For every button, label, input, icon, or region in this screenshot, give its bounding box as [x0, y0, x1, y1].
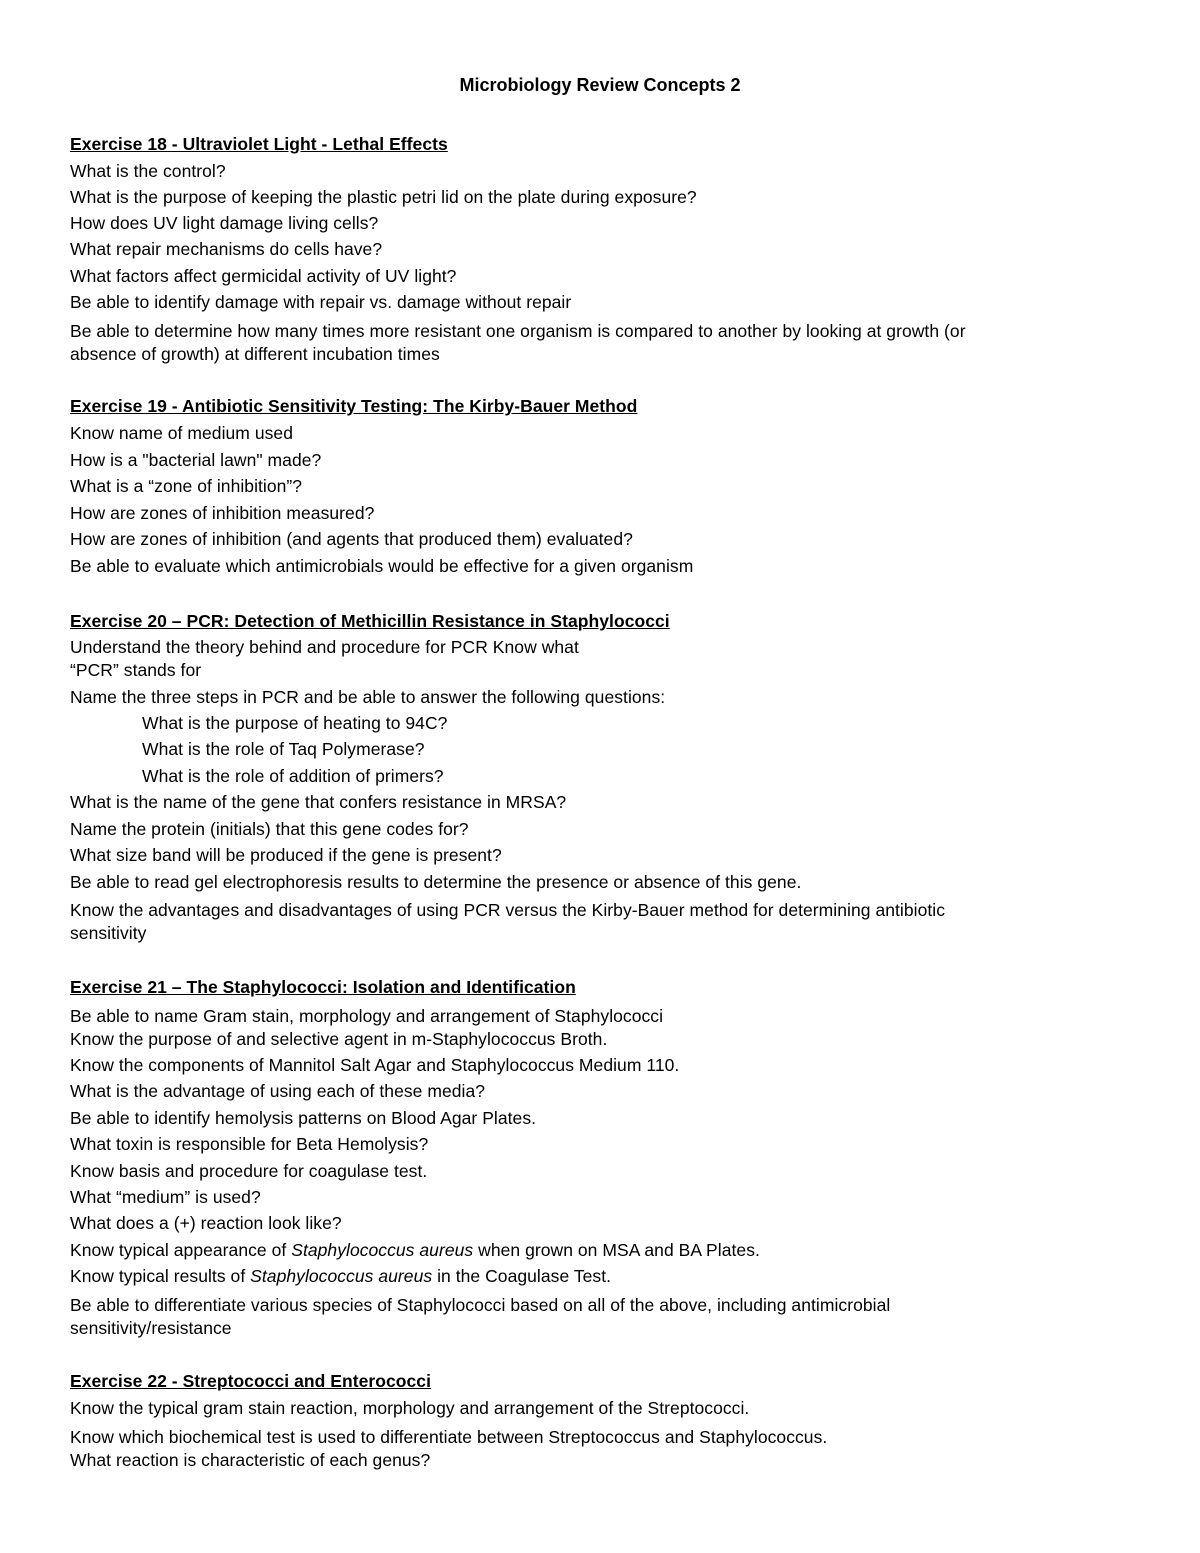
exercise-21-line: Be able to identify hemolysis patterns on Blood Agar Plates. — [70, 1108, 537, 1128]
exercise-18-line: absence of growth) at different incubation times — [70, 344, 440, 364]
exercise-18-line: Be able to identify damage with repair vs. damage without repair — [70, 292, 572, 312]
exercise-21-appearance-line — [70, 1239, 760, 1261]
exercise-20-line: Know the advantages and disadvantages of using PCR versus the Kirby-Bauer method for determining antibiotic — [70, 900, 946, 920]
exercise-18-line: What is the purpose of keeping the plastic petri lid on the plate during exposure? — [70, 187, 697, 207]
exercise-22-line: Know which biochemical test is used to differentiate between Streptococcus and Staphylococcus. — [70, 1427, 828, 1447]
exercise-18-line: Be able to determine how many times more resistant one organism is compared to another by looking at growth (or — [70, 321, 966, 341]
exercise-18-heading: Exercise 18 - Ultraviolet Light - Lethal Effects — [70, 134, 448, 154]
exercise-22-line: What reaction is characteristic of each genus? — [70, 1450, 431, 1470]
exercise-19-heading: Exercise 19 - Antibiotic Sensitivity Testing: The Kirby-Bauer Method — [70, 396, 638, 416]
exercise-20-line: What is the name of the gene that confers resistance in MRSA? — [70, 792, 567, 812]
exercise-19-line: Know name of medium used — [70, 423, 293, 443]
exercise-21-line: Know the components of Mannitol Salt Agar and Staphylococcus Medium 110. — [70, 1055, 680, 1075]
exercise-20-subquestion: What is the purpose of heating to 94C? — [142, 713, 448, 733]
exercise-19-line: Be able to evaluate which antimicrobials would be effective for a given organism — [70, 556, 694, 576]
exercise-21-line: What “medium” is used? — [70, 1187, 261, 1207]
species-name: Staphylococcus aureus — [250, 1266, 433, 1286]
exercise-20-line: Be able to read gel electrophoresis results to determine the presence or absence of this gene. — [70, 872, 802, 892]
exercise-21-line: Know the purpose of and selective agent in m-Staphylococcus Broth. — [70, 1029, 608, 1049]
exercise-19-line: How are zones of inhibition (and agents that produced them) evaluated? — [70, 529, 633, 549]
exercise-21-heading: Exercise 21 – The Staphylococci: Isolation and Identification — [70, 977, 576, 997]
exercise-19-line: How are zones of inhibition measured? — [70, 503, 375, 523]
exercise-20-line: “PCR” stands for — [70, 660, 202, 680]
exercise-20-subquestion: What is the role of addition of primers? — [142, 766, 444, 786]
exercise-19-line: How is a "bacterial lawn" made? — [70, 450, 322, 470]
exercise-18-line: How does UV light damage living cells? — [70, 213, 379, 233]
exercise-19-line: What is a “zone of inhibition”? — [70, 476, 303, 496]
results-text-pre: Know typical results of — [70, 1266, 251, 1286]
exercise-20-line: Name the three steps in PCR and be able to answer the following questions: — [70, 687, 666, 707]
results-text-post: in the Coagulase Test. — [432, 1266, 612, 1286]
page-title: Microbiology Review Concepts 2 — [459, 75, 741, 95]
exercise-22-heading: Exercise 22 - Streptococci and Enterococci — [70, 1371, 431, 1391]
exercise-21-line: Be able to name Gram stain, morphology and arrangement of Staphylococci — [70, 1006, 664, 1026]
exercise-18-line: What is the control? — [70, 161, 226, 181]
exercise-20-line: sensitivity — [70, 923, 147, 943]
exercise-20-line: Name the protein (initials) that this gene codes for? — [70, 819, 469, 839]
exercise-21-results-line — [70, 1265, 611, 1287]
exercise-21-line: What does a (+) reaction look like? — [70, 1213, 342, 1233]
exercise-18-line: What factors affect germicidal activity of UV light? — [70, 266, 457, 286]
appearance-text-pre: Know typical appearance of — [70, 1240, 292, 1260]
exercise-21-line: Know basis and procedure for coagulase test. — [70, 1161, 428, 1181]
appearance-text-post: when grown on MSA and BA Plates. — [473, 1240, 760, 1260]
exercise-18-line: What repair mechanisms do cells have? — [70, 239, 383, 259]
exercise-20-heading: Exercise 20 – PCR: Detection of Methicillin Resistance in Staphylococci — [70, 611, 670, 631]
exercise-20-line: Understand the theory behind and procedure for PCR Know what — [70, 637, 579, 657]
exercise-20-line: What size band will be produced if the gene is present? — [70, 845, 502, 865]
exercise-22-line: Know the typical gram stain reaction, morphology and arrangement of the Streptococci. — [70, 1398, 750, 1418]
exercise-20-subquestion: What is the role of Taq Polymerase? — [142, 739, 425, 759]
exercise-21-line: What is the advantage of using each of these media? — [70, 1081, 486, 1101]
exercise-21-line: sensitivity/resistance — [70, 1318, 232, 1338]
exercise-21-line: Be able to differentiate various species of Staphylococci based on all of the above, including antimicrobial — [70, 1295, 891, 1315]
exercise-21-line: What toxin is responsible for Beta Hemolysis? — [70, 1134, 429, 1154]
species-name: Staphylococcus aureus — [291, 1240, 474, 1260]
